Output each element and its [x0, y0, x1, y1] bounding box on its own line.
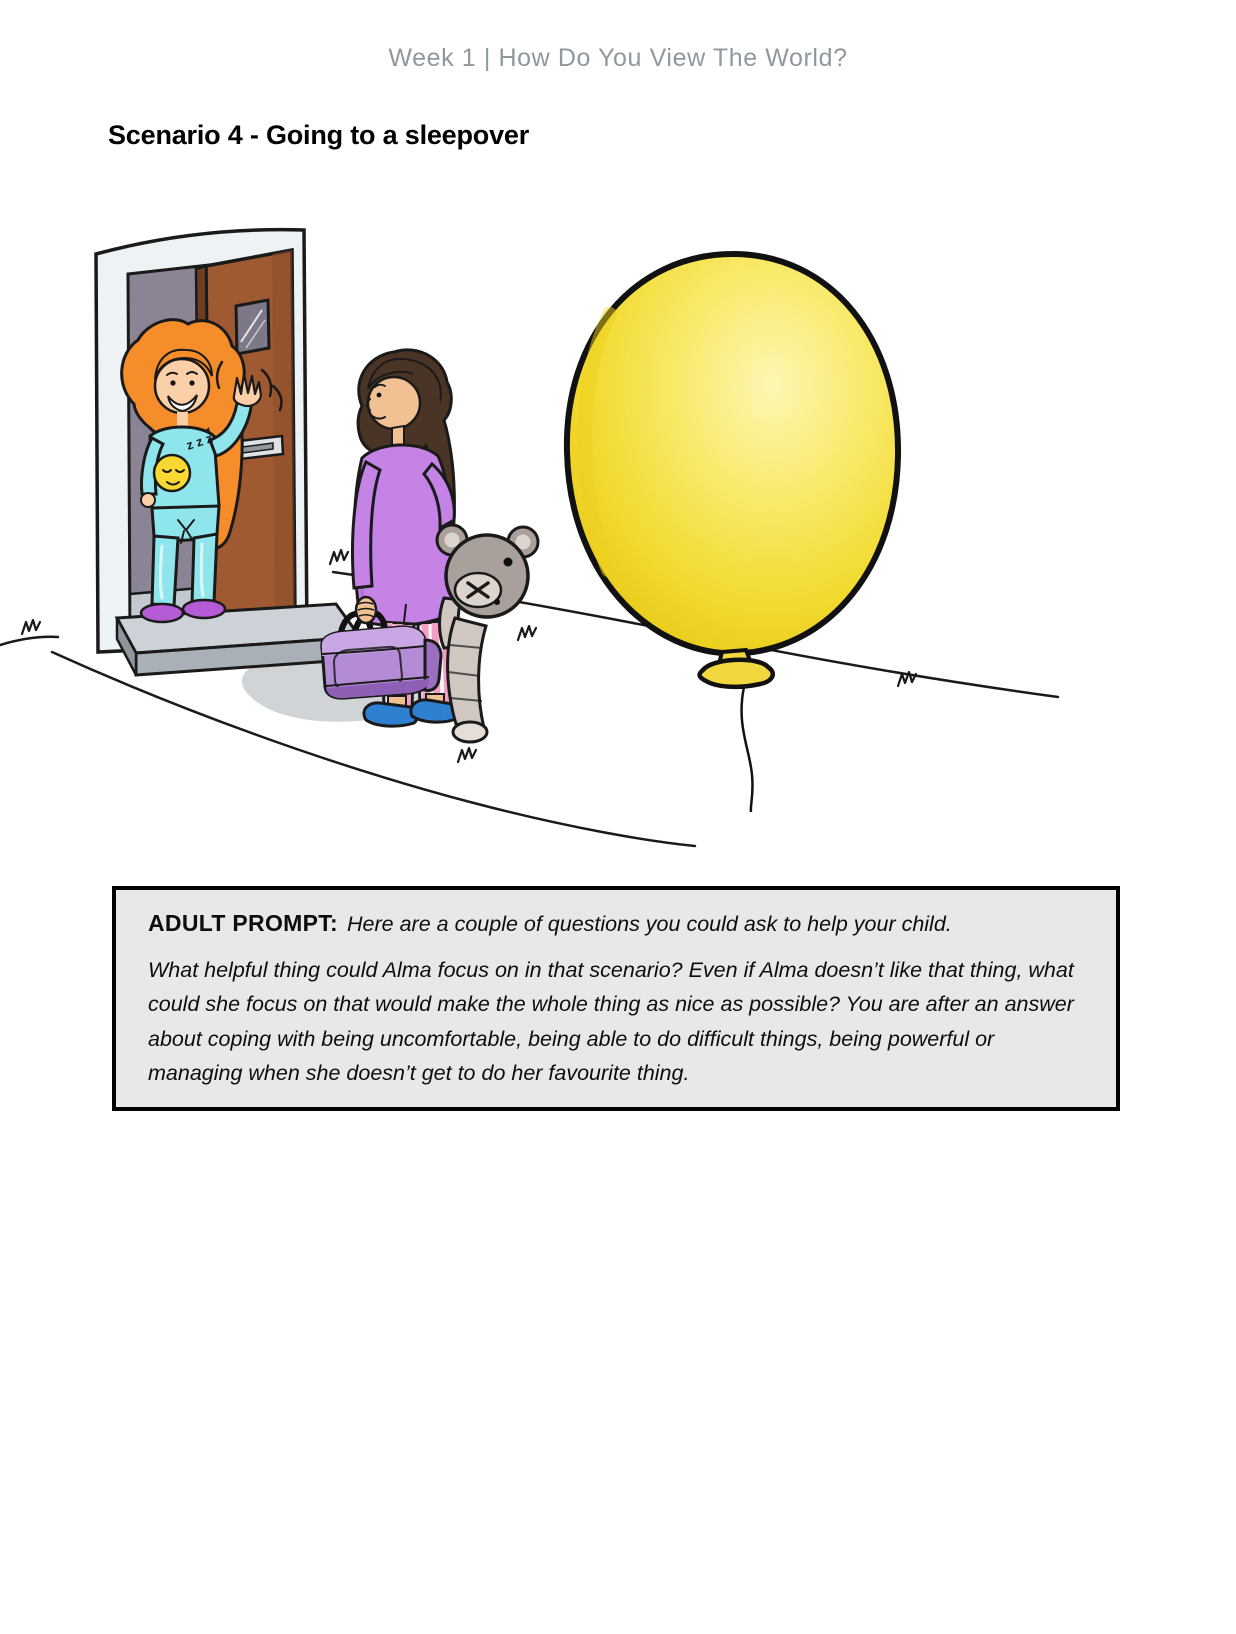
purple-slipper [141, 604, 183, 622]
yellow-balloon [567, 254, 898, 812]
blue-slipper [364, 703, 418, 726]
purple-slipper [183, 600, 225, 618]
alma-face [368, 377, 420, 429]
adult-prompt-box [112, 886, 1120, 1111]
balloon-string [742, 687, 753, 812]
scenario-heading: Scenario 4 - Going to a sleepover [108, 120, 530, 150]
prompt-intro-text: Here are a couple of questions you could ask to help your child. [347, 912, 952, 936]
zzz-text: z z z [184, 430, 215, 453]
prompt-body-text: What helpful thing could Alma focus on in that scenario? Even if Alma doesn’t like that thing, what could she focus on that would make the whole thing as nice as possible? You are after an answer about coping with being uncomfortable, being able to do difficult things, being powerful or managing when she doesn’t get to do her favourite thing. [148, 957, 1074, 1085]
door-window [236, 300, 269, 354]
page-header: Week 1 | How Do You View The World? [388, 44, 848, 72]
prompt-intro-line [148, 905, 1086, 942]
adult-prompt-label: ADULT PROMPT: [148, 910, 339, 936]
sleepover-illustration [0, 190, 1236, 850]
